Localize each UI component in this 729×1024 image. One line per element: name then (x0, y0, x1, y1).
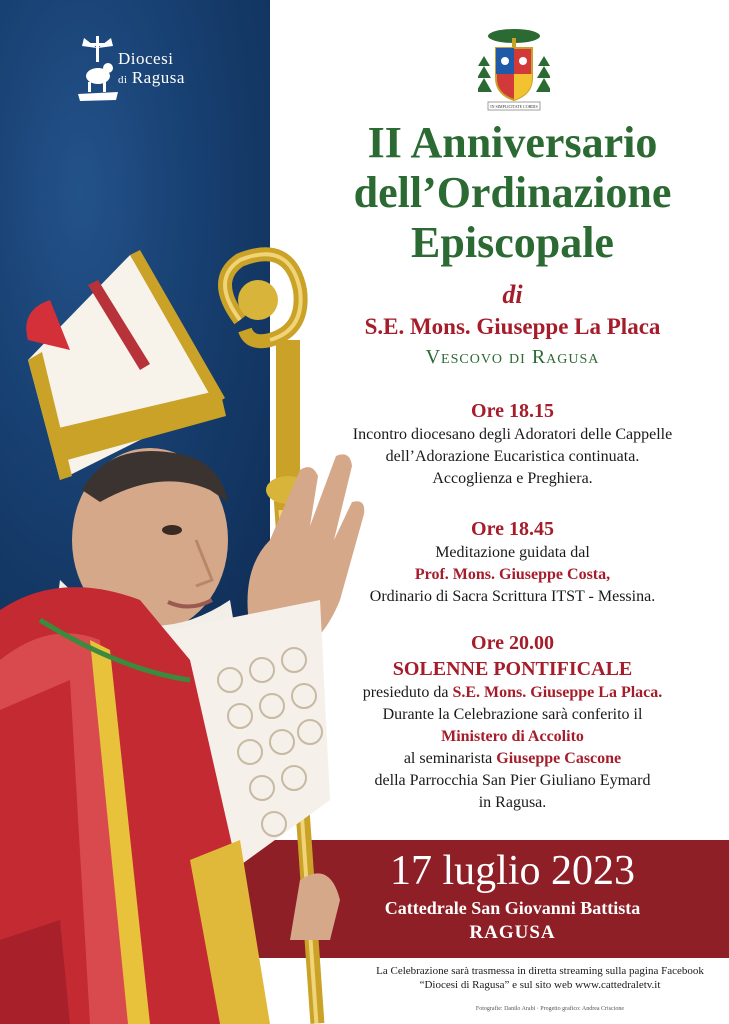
event-3-line-1a: presieduto da (362, 684, 453, 701)
streaming-note (360, 964, 720, 992)
event-date: 17 luglio 2023 (389, 848, 635, 894)
event-1-line-2: dell’Adorazione Eucaristica continuata. (385, 448, 640, 465)
credits: Fotografie: Danilo Arabi · Progetto grafico: Andrea Criscione (475, 1006, 625, 1012)
diocese-logo (78, 34, 218, 104)
logo-line-2b: Ragusa (131, 68, 185, 87)
headline-line-1: II Anniversario (367, 118, 658, 167)
event-3-line-6: in Ragusa. (478, 794, 547, 811)
event-2-line-2: Prof. Mons. Giuseppe Costa, (414, 566, 611, 583)
headline-di: di (502, 280, 523, 309)
event-1-time: Ore 18.15 (471, 400, 554, 422)
event-3-line-4a: al seminarista (403, 750, 497, 767)
bishop-portrait-illustration (0, 240, 400, 1024)
event-3-line-2: Durante la Celebrazione sarà conferito il (382, 706, 643, 723)
logo-line-1: Diocesi (118, 49, 174, 68)
lamb-cross-icon (78, 34, 118, 104)
streaming-line-2: “Diocesi di Ragusa” e sul sito web www.cattedraletv.it (419, 979, 661, 991)
headline-line-3: Episcopale (411, 218, 614, 267)
streaming-line-1: La Celebrazione sarà trasmessa in diretta streaming sulla pagina Facebook (376, 965, 704, 977)
event-place: Cattedrale San Giovanni Battista (384, 898, 641, 918)
bishop-title: Vescovo di Ragusa (425, 346, 600, 368)
event-2-line-1: Meditazione guidata dal (435, 544, 590, 561)
episcopal-coat-of-arms-icon (478, 26, 550, 116)
logo-line-2a: di (118, 74, 128, 86)
event-city: RAGUSA (469, 922, 556, 943)
bishop-name: S.E. Mons. Giuseppe La Placa (364, 314, 661, 339)
event-3-time: Ore 20.00 (471, 632, 554, 654)
event-3-line-4b: Giuseppe Cascone (496, 750, 622, 767)
headline-line-2: dell’Ordinazione (353, 168, 672, 217)
event-3-line-5: della Parrocchia San Pier Giuliano Eymard (374, 772, 651, 789)
event-2-line-3: Ordinario di Sacra Scrittura ITST - Messina. (369, 588, 656, 605)
event-3-title: SOLENNE PONTIFICALE (392, 658, 633, 680)
event-1-line-3: Accoglienza e Preghiera. (432, 470, 593, 487)
event-2-time: Ore 18.45 (471, 518, 554, 540)
event-3-line-1b: S.E. Mons. Giuseppe La Placa. (452, 684, 663, 701)
mitre-icon (26, 250, 226, 480)
event-1-line-1: Incontro diocesano degli Adoratori delle Cappelle (352, 426, 673, 443)
coat-motto: IN SIMPLICITATE CORDIS (490, 104, 538, 109)
event-3-line-3: Ministero di Accolito (441, 728, 584, 745)
